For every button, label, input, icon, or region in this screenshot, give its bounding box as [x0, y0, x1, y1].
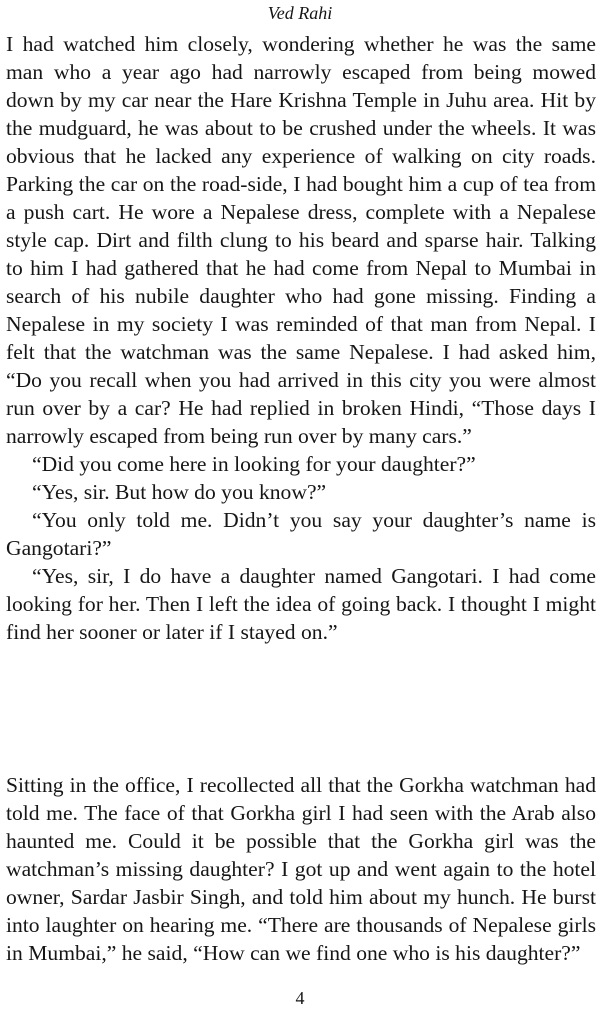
paragraph: Sitting in the office, I recollected all that the Gorkha watchman had told me. The face of that Gorkha girl I had seen with the Arab also haunted me. Could it be possible that the Gorkha girl was the watchman’s missing daughter? I got up and went again to the hotel owner, Sardar Jasbir Singh, and told him about my hunch. He burst into laughter on hearing me. “There are thousands of Nepalese girls in Mumbai,” he said, “How can we find one who is his daughter?” — [6, 773, 596, 965]
running-head: Ved Rahi — [267, 3, 333, 23]
section-2-text — [6, 771, 596, 967]
page-number: 4 — [295, 988, 305, 1008]
dialogue-line: “Yes, sir. But how do you know?” — [32, 480, 327, 504]
section-1-text — [6, 30, 596, 646]
dialogue-line: “You only told me. Didn’t you say your daughter’s name is Gangotari?” — [6, 508, 596, 560]
paragraph: I had watched him closely, wondering whether he was the same man who a year ago had narrowly escaped from being mowed down by my car near the Hare Krishna Temple in Juhu area. Hit by the mudguard, he was about to be crushed under the wheels. It was obvious that he lacked any experience of walking on city roads. Parking the car on the road-side, I had bought him a cup of tea from a push cart. He wore a Nepalese dress, complete with a Nepalese style cap. Dirt and filth clung to his beard and sparse hair. Talking to him I had gathered that he had come from Nepal to Mumbai in search of his nubile daughter who had gone missing. Finding a Nepalese in my society I was reminded of that man from Nepal. I felt that the watchman was the same Nepalese. I had asked him, “Do you recall when you had arrived in this city you were almost run over by a car? He had replied in broken Hindi, “Those days I narrowly escaped from being run over by many cars.” — [6, 32, 596, 448]
dialogue-line: “Yes, sir, I do have a daughter named Gangotari. I had come looking for her. Then I left the idea of going back. I thought I might find her sooner or later if I stayed on.” — [6, 564, 596, 644]
dialogue-line: “Did you come here in looking for your daughter?” — [32, 452, 476, 476]
